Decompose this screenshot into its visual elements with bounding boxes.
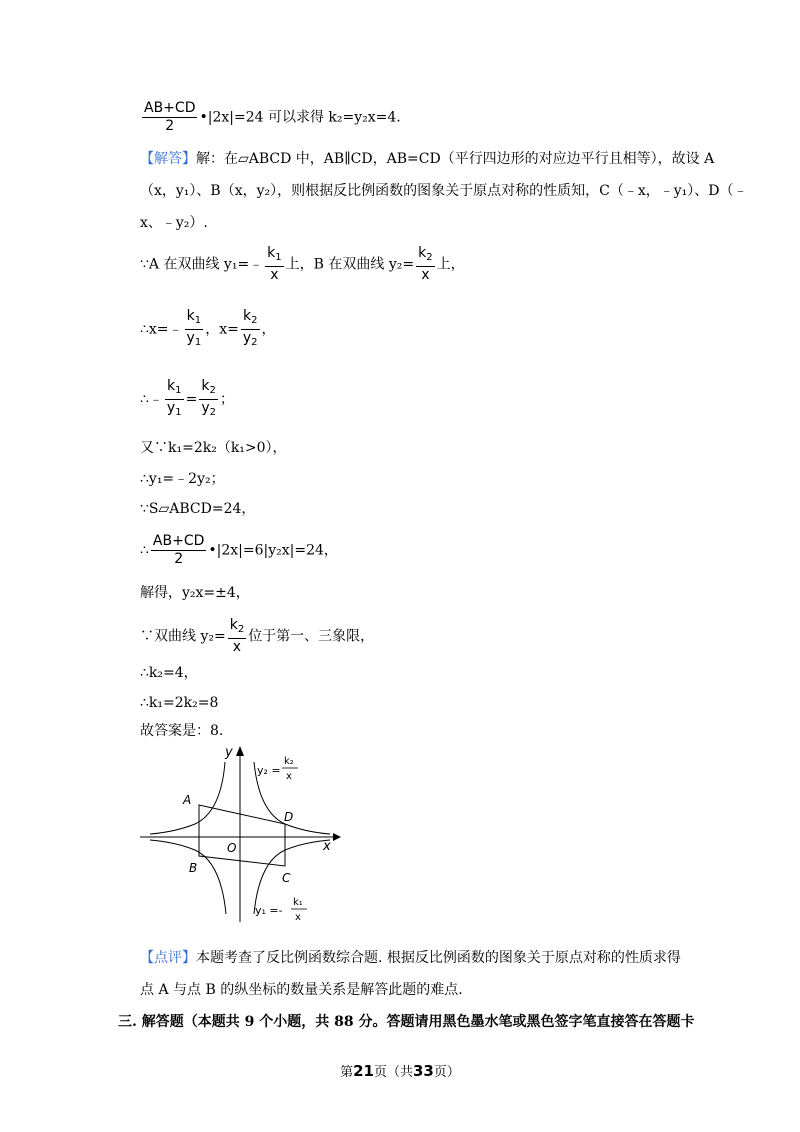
comment-text-2: 点 A 与点 B 的纵坐标的数量关系是解答此题的难点. <box>140 982 463 998</box>
num-sub: 1 <box>275 252 282 263</box>
line-10 <box>140 499 255 519</box>
num: k <box>229 617 238 633</box>
footer-pre: 第 <box>340 1065 354 1080</box>
comment-line-2 <box>140 980 463 1000</box>
footer-post: 页） <box>433 1065 460 1080</box>
line-16-text: 故答案是：8. <box>140 723 224 739</box>
eq-top-num: k₂ <box>284 756 294 767</box>
line-10-text: ∵S▱ABCD=24， <box>140 501 256 517</box>
den: 2 <box>174 551 184 567</box>
eq-bot-lhs: y₁ =- <box>255 904 283 917</box>
line-6-a: ∴x=﹣ <box>140 321 183 338</box>
fraction-k2-y2 <box>199 378 218 421</box>
line-13 <box>140 617 374 656</box>
line-11 <box>140 533 338 568</box>
num-sub: 1 <box>175 385 182 396</box>
comment-line-1 <box>140 948 681 968</box>
den-sub: 2 <box>251 337 258 348</box>
section-heading-text: 三. 解答题（本题共 9 个小题，共 88 分。答题请用黑色墨水笔或黑色签字笔直接答在答题卡 <box>118 1014 695 1030</box>
fraction-k1-y1 <box>185 308 204 351</box>
den: x <box>270 267 279 283</box>
page-footer <box>0 1061 800 1080</box>
y-axis-arrow-icon <box>236 746 244 756</box>
fraction-denominator: 2 <box>165 118 175 134</box>
line-14-text: ∴k₂=4， <box>140 665 198 681</box>
point-c-label: C <box>282 871 291 885</box>
den: x <box>232 639 242 655</box>
footer-mid: 页（共 <box>373 1065 413 1080</box>
fraction-k2-x <box>228 617 246 656</box>
section-heading <box>118 1012 694 1032</box>
line-4-text: x、﹣y₂）. <box>140 215 208 231</box>
line-9-text: ∴y₁=﹣2y₂； <box>140 471 225 487</box>
line-12 <box>140 583 250 603</box>
line-5-b: 上，B 在双曲线 y₂= <box>285 256 415 273</box>
den: y <box>201 400 210 416</box>
den: x <box>421 267 430 283</box>
line-15 <box>140 693 218 713</box>
line-2-text: 解：在▱ABCD 中，AB∥CD，AB=CD（平行四边形的对应边平行且相等），故设 A <box>196 151 715 167</box>
num: k <box>418 245 427 261</box>
comment-text-1: 本题考查了反比例函数综合题. 根据反比例函数的图象关于原点对称的性质求得 <box>196 950 681 966</box>
fraction-ab-cd-2 <box>151 533 206 568</box>
den: y <box>186 330 195 346</box>
line-7-a: ∴﹣ <box>140 391 163 408</box>
den-sub: 2 <box>209 407 216 418</box>
line-11-a: ∴ <box>140 542 149 559</box>
num-sub: 1 <box>194 315 202 326</box>
num: k <box>167 378 176 394</box>
line-12-text: 解得，y₂x=±4， <box>140 585 250 601</box>
line-13-a: ∵双曲线 y₂= <box>140 628 226 645</box>
line-6-c: ， <box>261 321 276 338</box>
num-sub: 2 <box>251 315 258 326</box>
line-9 <box>140 469 225 489</box>
line-8-text: 又∵k₁=2k₂（k₁>0）， <box>140 440 287 456</box>
x-axis-arrow-icon <box>333 833 341 841</box>
hyperbola-y1-quadrant-4 <box>254 840 330 914</box>
fraction-numerator: AB+CD <box>144 100 196 116</box>
x-axis-label: x <box>323 839 331 854</box>
num-sub: 2 <box>426 252 433 263</box>
comment-tag: 【点评】 <box>140 950 196 966</box>
eq-top-lhs: y₂ = <box>257 764 281 777</box>
line-16 <box>140 721 223 741</box>
line-11-b: •|2x|=6|y₂x|=24， <box>208 542 338 559</box>
eq-bot-num: k₁ <box>293 897 303 908</box>
fraction-k2-y2 <box>241 308 260 351</box>
den: y <box>242 330 252 346</box>
point-d-label: D <box>284 810 294 824</box>
den-sub: 1 <box>175 407 182 418</box>
line-1-text: •|2x|=24 可以求得 k₂=y₂x=4. <box>199 109 401 126</box>
fraction-ab-cd <box>142 100 197 135</box>
hyperbola-y2-quadrant-3 <box>150 840 226 914</box>
line-4 <box>140 213 208 233</box>
line-1 <box>140 100 401 135</box>
num: k <box>242 308 252 324</box>
footer-page-number: 21 <box>353 1062 374 1080</box>
num: k <box>201 378 210 394</box>
line-6-b: ，x= <box>205 321 239 338</box>
line-15-text: ∴k₁=2k₂=8 <box>140 695 219 711</box>
eq-bot-den: x <box>295 912 301 923</box>
fraction-k1-x <box>265 245 283 284</box>
answer-tag: 【解答】 <box>140 151 196 167</box>
hyperbola-parallelogram-figure <box>135 742 345 928</box>
fraction-k1-y1 <box>165 378 184 421</box>
line-7 <box>140 378 234 421</box>
num: AB+CD <box>152 533 205 549</box>
num-sub: 2 <box>237 624 245 635</box>
den: y <box>166 400 176 416</box>
fraction-k2-x <box>416 245 434 284</box>
line-6 <box>140 308 276 351</box>
origin-label: O <box>227 841 237 855</box>
line-8 <box>140 438 287 458</box>
line-3 <box>140 181 747 201</box>
den-sub: 1 <box>194 337 202 348</box>
point-a-label: A <box>183 793 192 807</box>
line-5-a: ∵A 在双曲线 y₁=﹣ <box>140 256 264 273</box>
y-axis-label: y <box>225 745 233 760</box>
line-5 <box>140 245 465 284</box>
line-13-b: 位于第一、三象限， <box>248 628 375 645</box>
line-3-text: （x，y₁）、B（x，y₂），则根据反比例函数的图象关于原点对称的性质知，C（﹣x，﹣y₁）、D（﹣ <box>140 183 748 199</box>
line-7-c: ； <box>220 391 234 408</box>
point-b-label: B <box>189 861 198 875</box>
line-5-c: 上， <box>436 256 465 273</box>
line-7-b: = <box>185 391 198 408</box>
eq-top-den: x <box>286 771 292 782</box>
footer-total-pages: 33 <box>413 1062 434 1080</box>
line-14 <box>140 663 198 683</box>
num-sub: 2 <box>209 385 216 396</box>
num: k <box>186 308 195 324</box>
line-2 <box>140 149 714 169</box>
num: k <box>267 245 276 261</box>
